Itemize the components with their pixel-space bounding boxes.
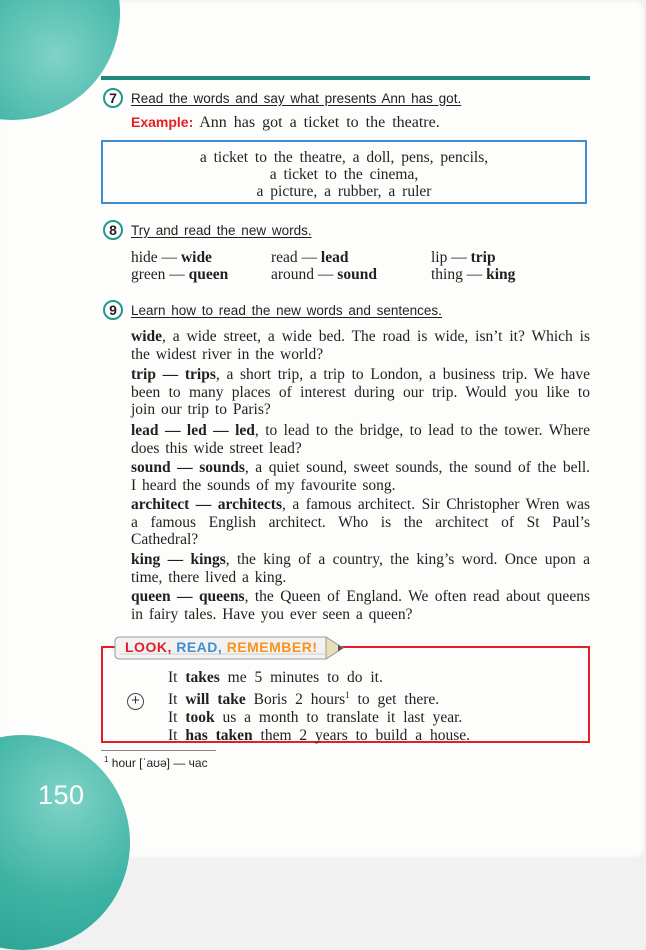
word-pair — [431, 249, 496, 266]
example-text: Ann has got a ticket to the theatre. — [199, 114, 440, 131]
vocab-headword: wide — [131, 328, 162, 345]
presents-line: a picture, a rubber, a ruler — [256, 183, 432, 200]
word-pair-base: lip — — [431, 249, 471, 266]
rule-text: It — [168, 690, 186, 708]
rule-text: It — [168, 726, 186, 744]
vocab-headword: architect — architects — [131, 496, 283, 513]
footnote-mark: 1 — [104, 755, 109, 764]
exercise-number-9: 9 — [103, 300, 123, 320]
footnote-divider — [101, 750, 216, 751]
exercise-number-8: 8 — [103, 220, 123, 240]
vocab-paragraph-trip — [131, 366, 590, 419]
presents-box — [101, 140, 587, 204]
example-label: Example: — [131, 114, 194, 130]
vocab-paragraph-wide — [131, 328, 590, 363]
rule-text: me 5 minutes to do it. — [219, 669, 383, 686]
vocab-text: , a quiet sound, sweet sounds, the sound of the bell. I heard the sounds of my favourite song. — [131, 459, 590, 494]
exercise-9-instruction: Learn how to read the new words and sentences. — [131, 302, 442, 318]
top-rule — [101, 76, 590, 80]
vocab-text: , a wide street, a wide bed. The road is wide, isn’t it? Which is the widest river in the world? — [131, 328, 590, 363]
vocab-headword: king — kings — [131, 551, 226, 568]
word-pair-base: read — — [271, 249, 321, 266]
word-pair-base: green — — [131, 266, 189, 283]
vocab-paragraph-sound — [131, 459, 590, 494]
decorative-circle-top — [0, 0, 120, 120]
rule-line — [168, 669, 470, 687]
word-pair-new: trip — [470, 249, 496, 266]
rule-text: Boris 2 hours — [245, 690, 346, 708]
banner-word-read: READ, — [176, 639, 223, 655]
exercise-7-header — [103, 87, 461, 109]
vocab-paragraph-queen — [131, 588, 590, 623]
rule-line — [168, 709, 470, 727]
presents-line: a ticket to the cinema, — [269, 166, 419, 183]
example-line — [131, 114, 440, 132]
word-pair — [431, 266, 515, 283]
rule-text: It — [168, 708, 186, 726]
footnote — [104, 755, 208, 770]
word-pair — [271, 266, 377, 283]
vocab-headword: lead — led — led — [131, 422, 255, 439]
page-number: 150 — [38, 780, 85, 810]
vocab-headword: queen — queens — [131, 588, 245, 605]
vocab-text: , a short trip, a trip to London, a business trip. We have been to many places of interest during our trip. Would you like to join our trip to Paris? — [131, 366, 590, 418]
vocab-text: , a famous architect. Sir Christopher Wren was a famous English architect. Who is the architect of St Paul’s Cathedral? — [131, 496, 590, 548]
vocab-paragraph-king — [131, 551, 590, 586]
vocab-text: , the king of a country, the king’s word. Once upon a time, there lived a king. — [131, 551, 590, 586]
rule-text: It — [168, 669, 186, 686]
presents-line: a ticket to the theatre, a doll, pens, pencils, — [199, 149, 489, 166]
rule-text: to get there. — [349, 690, 440, 708]
plus-icon: + — [127, 693, 144, 710]
exercise-9-header — [103, 299, 442, 321]
rule-line — [168, 727, 470, 745]
exercise-8-instruction: Try and read the new words. — [131, 222, 312, 238]
banner-word-look: LOOK, — [125, 639, 172, 655]
footnote-text: hour [ˈaʊə] — час — [111, 756, 208, 770]
exercise-number-7: 7 — [103, 88, 123, 108]
vocab-paragraph-lead — [131, 422, 590, 457]
vocab-headword: trip — trips — [131, 366, 216, 383]
word-pairs — [131, 249, 591, 283]
rule-verb: will take — [185, 690, 246, 708]
vocab-text: , the Queen of England. We often read about queens in fairy tales. Have you ever seen a queen? — [131, 588, 590, 623]
word-pair-base: around — — [271, 266, 338, 283]
word-pair-base: thing — — [431, 266, 487, 283]
word-pair — [271, 249, 348, 266]
banner-word-remember: REMEMBER! — [226, 639, 318, 655]
word-pair-new: king — [486, 266, 516, 283]
footnote-marker: 1 — [345, 689, 350, 700]
vocab-headword: sound — sounds — [131, 459, 245, 476]
rule-text: us a month to translate it last year. — [214, 708, 463, 726]
rules-list — [168, 669, 470, 744]
vocab-paragraph-architect — [131, 496, 590, 549]
word-pairs-row — [131, 249, 591, 266]
word-pair-new: wide — [180, 249, 212, 266]
exercise-8-header — [103, 219, 312, 241]
rule-verb: has taken — [185, 726, 253, 744]
vocab-text: , to lead to the bridge, to lead to the tower. Where does this wide street lead? — [131, 422, 590, 457]
word-pair-new: lead — [320, 249, 349, 266]
word-pair-base: hide — — [131, 249, 181, 266]
word-pair-new: queen — [188, 266, 229, 283]
word-pair — [131, 249, 212, 266]
rule-verb: takes — [185, 669, 220, 686]
word-pair-new: sound — [337, 266, 377, 283]
rule-text: them 2 years to build a house. — [252, 726, 471, 744]
rule-verb: took — [185, 708, 215, 726]
word-pair — [131, 266, 228, 283]
exercise-7-instruction: Read the words and say what presents Ann has got. — [131, 90, 462, 106]
rule-line — [168, 687, 470, 709]
word-pairs-row — [131, 266, 591, 283]
banner-title — [125, 639, 318, 655]
